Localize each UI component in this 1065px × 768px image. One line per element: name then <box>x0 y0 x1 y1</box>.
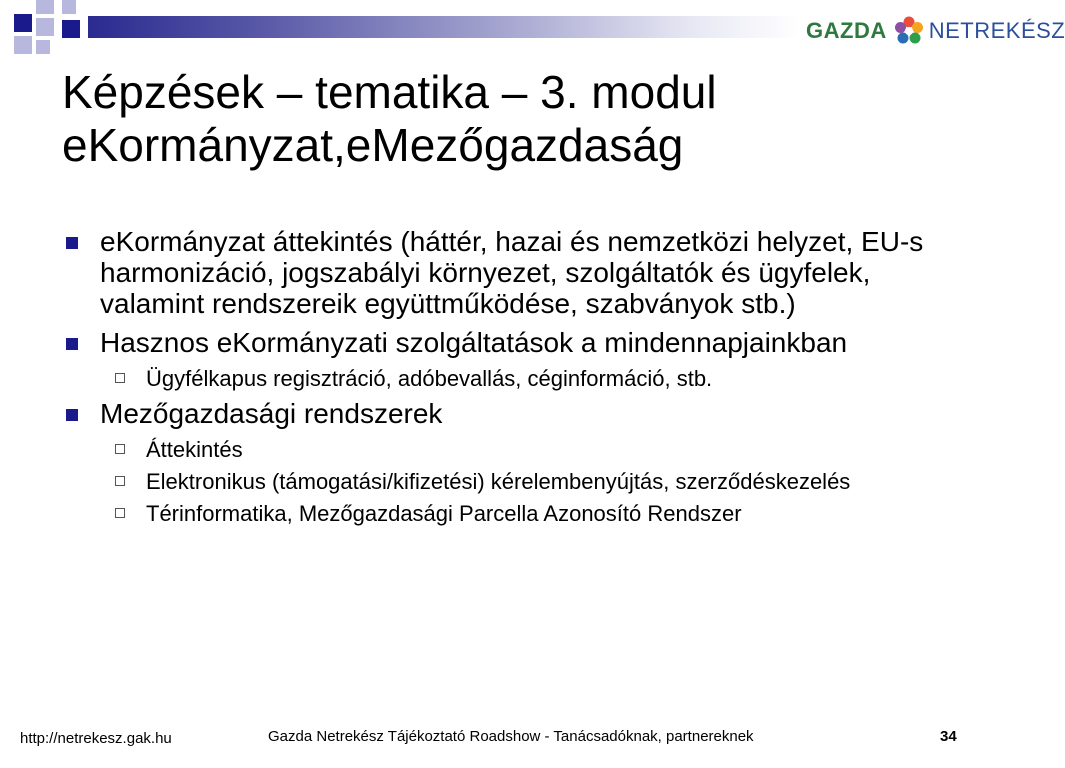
list-item <box>62 398 962 527</box>
slide-title-line1: Képzések – tematika – 3. modul <box>62 66 717 118</box>
hollow-square-bullet-icon <box>115 373 125 383</box>
square-bullet-icon <box>66 237 78 249</box>
decor-square <box>36 40 50 54</box>
hollow-square-bullet-icon <box>115 444 125 454</box>
sub-list-item <box>100 469 962 495</box>
list-item <box>62 327 962 392</box>
sub-list-item <box>100 366 962 392</box>
square-bullet-icon <box>66 409 78 421</box>
bullet-text: Hasznos eKormányzati szolgáltatások a mindennapjainkban <box>100 327 848 358</box>
square-bullet-icon <box>66 338 78 350</box>
list-item <box>62 226 962 319</box>
logo-netrekesz-text: NETREKÉSZ <box>928 18 1065 43</box>
sub-list-item <box>100 501 962 527</box>
bullet-list <box>62 226 962 533</box>
slide-title-line2: eKormányzat,eMezőgazdaság <box>62 119 684 171</box>
decor-square <box>62 0 76 14</box>
hollow-square-bullet-icon <box>115 476 125 486</box>
footer-caption: Gazda Netrekész Tájékoztató Roadshow - Tanácsadóknak, partnereknek <box>268 728 754 745</box>
sub-bullet-text: Elektronikus (támogatási/kifizetési) kérelembenyújtás, szerződéskezelés <box>146 469 851 494</box>
footer-url: http://netrekesz.gak.hu <box>20 730 172 747</box>
sub-bullet-text: Áttekintés <box>146 437 243 462</box>
decor-square <box>36 18 54 36</box>
page-number: 34 <box>940 728 957 745</box>
decor-square <box>36 0 54 14</box>
logo-gazda-text: GAZDA <box>806 18 887 43</box>
decor-square <box>62 20 80 38</box>
bullet-text: eKormányzat áttekintés (háttér, hazai és nemzetközi helyzet, EU-s harmonizáció, jogszabályi környezet, szolgáltatók és ügyfelek, valamint rendszereik együttműködése, szabványok stb.) <box>100 226 924 319</box>
hollow-square-bullet-icon <box>115 508 125 518</box>
gazda-netrekesz-logo <box>806 14 1065 48</box>
flower-logo-icon <box>893 15 925 47</box>
sub-list-item <box>100 437 962 463</box>
decor-square <box>14 36 32 54</box>
slide-title <box>62 66 1002 172</box>
sub-bullet-text: Térinformatika, Mezőgazdasági Parcella Azonosító Rendszer <box>146 501 742 526</box>
header-gradient-bar <box>88 16 800 38</box>
decor-square <box>14 14 32 32</box>
bullet-text: Mezőgazdasági rendszerek <box>100 398 443 429</box>
sub-bullet-text: Ügyfélkapus regisztráció, adóbevallás, céginformáció, stb. <box>146 366 713 391</box>
